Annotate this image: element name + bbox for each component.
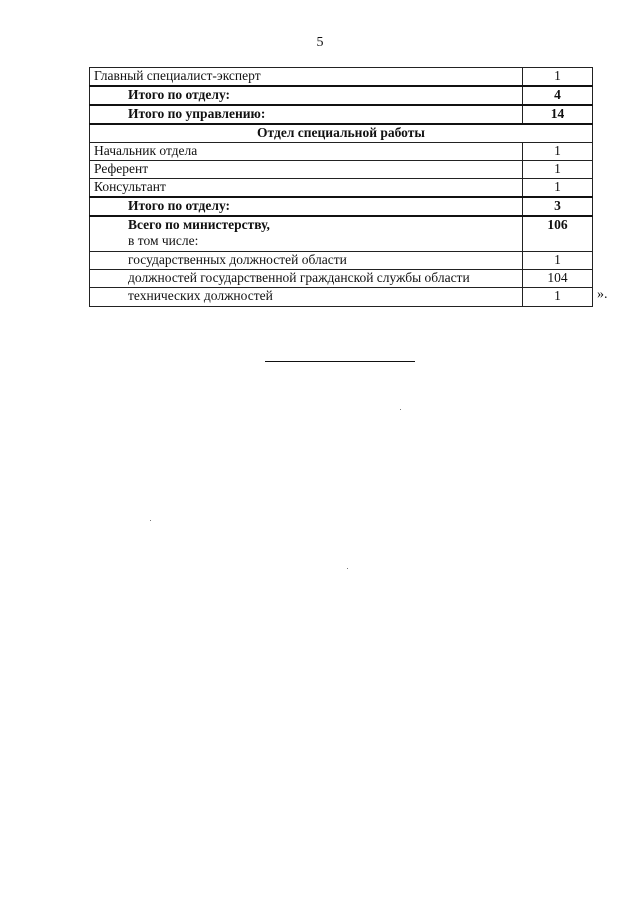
total-label: Итого по отделу:	[90, 86, 523, 105]
staffing-table	[89, 67, 593, 307]
table-row	[90, 68, 593, 87]
table-row	[90, 270, 593, 288]
directorate-total-row	[90, 105, 593, 124]
closing-quote: ».	[597, 287, 608, 302]
position-count: 1	[523, 179, 593, 198]
total-count: 3	[523, 197, 593, 216]
position-label: Консультант	[90, 179, 523, 198]
table-row	[90, 143, 593, 161]
ministry-total-label: Всего по министерству,	[128, 217, 270, 232]
position-label: Главный специалист-эксперт	[90, 68, 523, 87]
department-total-row	[90, 197, 593, 216]
ministry-total-row	[90, 216, 593, 252]
ministry-total-sublabel: в том числе:	[128, 233, 199, 248]
scan-speck	[400, 409, 401, 410]
department-total-row	[90, 86, 593, 105]
position-count: 1	[523, 143, 593, 161]
category-count: 104	[523, 270, 593, 288]
position-label: Референт	[90, 161, 523, 179]
category-count: 1	[523, 288, 593, 307]
scan-speck	[150, 520, 151, 521]
ministry-total-cell	[90, 216, 523, 252]
total-count: 14	[523, 105, 593, 124]
category-count: 1	[523, 252, 593, 270]
category-label: государственных должностей области	[90, 252, 523, 270]
position-count: 1	[523, 161, 593, 179]
scan-speck	[347, 568, 348, 569]
category-label: технических должностей	[90, 288, 523, 307]
position-count: 1	[523, 68, 593, 87]
section-header-row	[90, 124, 593, 143]
total-count: 4	[523, 86, 593, 105]
position-label: Начальник отдела	[90, 143, 523, 161]
section-title: Отдел специальной работы	[90, 124, 593, 143]
signature-divider-line	[265, 361, 415, 362]
table-row	[90, 179, 593, 198]
table-row	[90, 161, 593, 179]
category-label: должностей государственной гражданской службы области	[90, 270, 523, 288]
table-row	[90, 252, 593, 270]
ministry-total-count: 106	[523, 216, 593, 252]
total-label: Итого по отделу:	[90, 197, 523, 216]
page-number: 5	[316, 35, 324, 50]
table-row	[90, 288, 593, 307]
total-label: Итого по управлению:	[90, 105, 523, 124]
